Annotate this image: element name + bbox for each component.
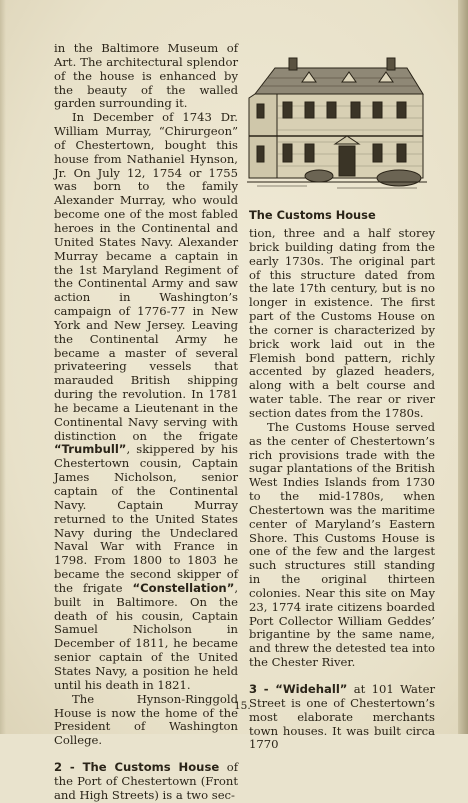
page-edge <box>458 0 468 734</box>
paragraph-customs-description: tion, three and a half storey brick building dating from the early 1730s. The original part of this structure dated from the late 17th century, but is no longer in existence. The first part of the Customs House on the corner is characterized by brick work laid out in the Flemish bond pattern, richly accented by glazed headers, along with a belt course and water table. The rear or river section dates from the 1780s. <box>249 226 435 420</box>
right-column <box>249 227 435 752</box>
ship-name-trumbull: “Trumbull” <box>54 442 127 457</box>
paragraph-hynson-ringgold: The Hynson-Ringgold House is now the home of the President of Washington College. <box>54 691 238 748</box>
paragraph-murray: In December of 1743 Dr. William Murray, “Chirurgeon” of Chestertown, bought this house from Nathaniel Hynson, Jr. On July 12, 1754 or 1755 was born to the family Alexander Murray, who would become one of the most fabled heroes in the Continental and United States Navy. Alexander Murray became a captain in the 1st Maryland Regiment of the Continental Army and saw action in Washington’s campaign of 1776-77 in New York and New Jersey. Leaving the Continental Army he became a master of several privateering vessels that marauded British shipping during the revolution. In 1781 he became a Lieutenant in the Continental Navy serving with distinction on the frigate “Trumbull”, skippered by his Chestertown cousin, Captain James Nicholson, senior captain of the Continental Navy. Captain Murray returned to the United States Navy during the Undeclared Naval War with France in 1798. From 1800 to 1803 he became the second skipper of the frigate “Constellation”, built in Baltimore. On the death of his cousin, Captain Samuel Nicholson in December of 1811, he became senior captain of the United States Navy, a position he held until his death in 1821. <box>54 110 238 692</box>
paragraph-widehall: 3 - “Widehall” at 101 Water Street is one of Chestertown’s most elaborate merchants town houses. It was built circa 1770 <box>249 682 435 752</box>
paragraph-customs-house-intro: 2 - The Customs House of the Port of Chestertown (Front and High Streets) is a two sec- <box>54 760 238 802</box>
left-column <box>54 42 238 803</box>
heading-widehall: “Widehall” <box>275 682 348 696</box>
page-gutter-shadow <box>0 0 6 734</box>
customs-house-drawing-icon <box>247 54 427 194</box>
paragraph-museum: in the Baltimore Museum of Art. The architectural splendor of the house is enhanced by the beauty of the walled garden surrounding it. <box>54 41 238 111</box>
paragraph-customs-history: The Customs House served as the center of Chestertown’s rich provisions trade with the sugar plantations of the British West Indies Islands from 1730 to the mid-1780s, when Chestertown was the maritime center of Maryland’s Eastern Shore. This Customs House is one of the few and the largest such structures still standing in the original thirteen colonies. Near this site on May 23, 1774 irate citizens boarded Port Collector William Geddes’ brigantine by the same name, and threw the detested tea into the Chester River. <box>249 419 435 670</box>
illustration-caption: The Customs House <box>249 208 376 222</box>
heading-customs-house: Customs House <box>114 760 220 775</box>
page-number: 15. <box>234 700 251 712</box>
ship-name-constellation: “Constellation” <box>132 580 235 595</box>
